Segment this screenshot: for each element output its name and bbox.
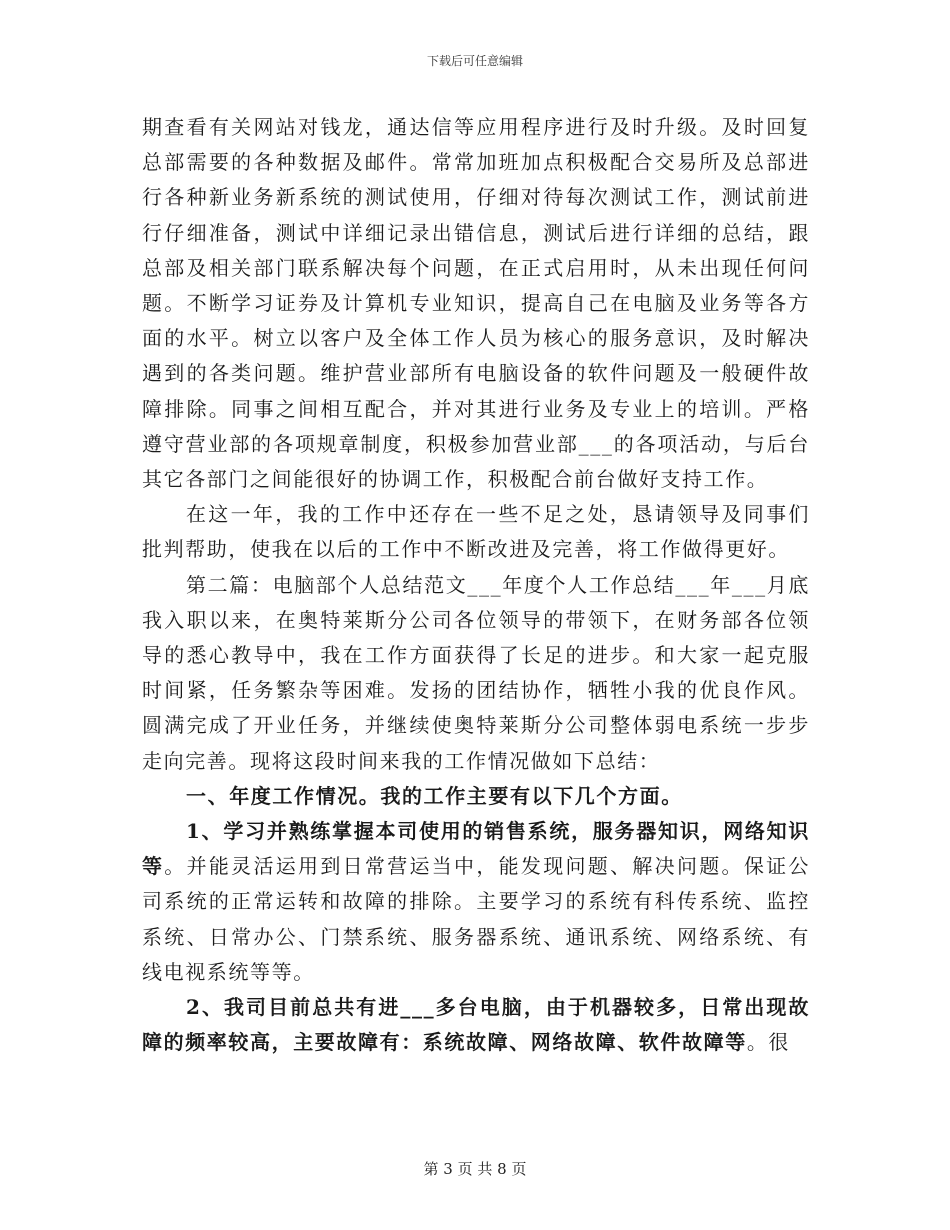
page-footer: 第 3 页 共 8 页	[423, 1160, 527, 1178]
paragraph-item-1-lead: 1、学习并熟练掌握本司使用的销售系统，服务器知识，网络知识等	[142, 819, 810, 879]
paragraph-item-2-text: 。很	[746, 1030, 791, 1055]
page-header: 下载后可任意编辑	[426, 54, 523, 68]
paragraph-3-text: 第二篇：电脑部个人总结范文___年度个人工作总结___年___月底我入职以来，在奥特莱斯分公司各位领导的带领下，在财务部各位领导的悉心教导中，我在工作方面获得了长足的进步。和大家一起克服时间紧，任务繁杂等困难。发扬的团结协作，牺牲小我的优良作风。圆满完成了开业任务，并继续使奥特莱斯分公司整体弱电系统一步步走向完善。现将这段时间来我的工作情况做如下总结：	[142, 572, 810, 773]
paragraph-2	[142, 497, 810, 567]
paragraph-1-text: 期查看有关网站对钱龙，通达信等应用程序进行及时升级。及时回复总部需要的各种数据及邮件。常常加班加点积极配合交易所及总部进行各种新业务新系统的测试使用，仔细对待每次测试工作，测试前进行仔细准备，测试中详细记录出错信息，测试后进行详细的总结，跟总部及相关部门联系解决每个问题，在正式启用时，从未出现任何问题。不断学习证券及计算机专业知识，提高自己在电脑及业务等各方面的水平。树立以客户及全体工作人员为核心的服务意识，及时解决遇到的各类问题。维护营业部所有电脑设备的软件问题及一般硬件故障排除。同事之间相互配合，并对其进行业务及专业上的培训。严格遵守营业部的各项规章制度，积极参加营业部___的各项活动，与后台其它各部门之间能很好的协调工作，积极配合前台做好支持工作。	[142, 115, 810, 492]
paragraph-3	[142, 568, 810, 779]
section-heading-1	[142, 779, 810, 814]
document-body	[142, 110, 810, 1060]
paragraph-item-2	[142, 990, 810, 1060]
paragraph-item-1	[142, 814, 810, 990]
paragraph-1	[142, 110, 810, 497]
section-heading-1-text: 一、年度工作情况。我的工作主要有以下几个方面。	[186, 783, 683, 808]
paragraph-item-2-lead: 2、我司目前总共有进___多台电脑，由于机器较多，日常出现故障的频率较高，主要故障有：系统故障、网络故障、软件故障等	[142, 995, 810, 1055]
paragraph-2-text: 在这一年，我的工作中还存在一些不足之处，恳请领导及同事们批判帮助，使我在以后的工作中不断改进及完善，将工作做得更好。	[142, 502, 810, 562]
paragraph-item-1-text: 。并能灵活运用到日常营运当中，能发现问题、解决问题。保证公司系统的正常运转和故障的排除。主要学习的系统有科传系统、监控系统、日常办公、门禁系统、服务器系统、通讯系统、网络系统、有线电视系统等等。	[142, 854, 810, 984]
